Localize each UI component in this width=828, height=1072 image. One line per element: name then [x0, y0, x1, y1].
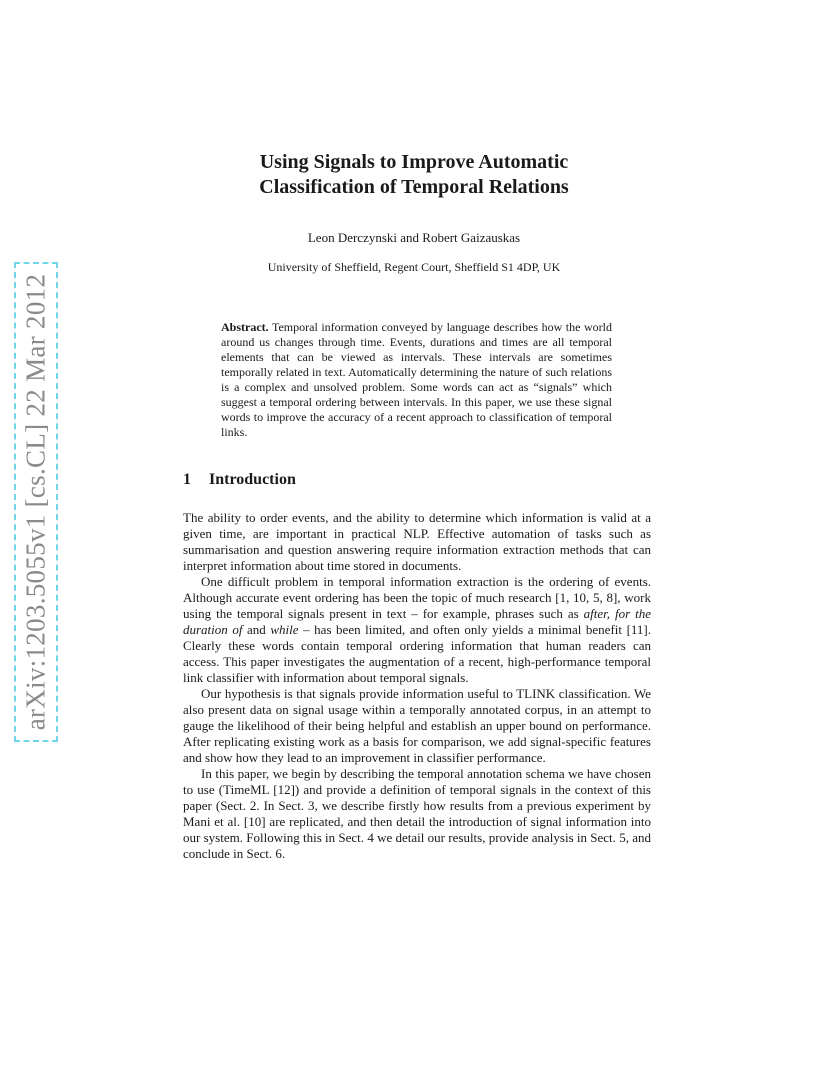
authors: Leon Derczynski and Robert Gaizauskas — [307, 230, 521, 245]
abstract-label: Abstract. — [221, 320, 269, 334]
paragraph-3: Our hypothesis is that signals provide information useful to TLINK classification. We also present data on signal usage within a temporally annotated corpus, in an attempt to gauge the likelihood of their being helpful and establish an upper bound on performance. After replicating existing work as a basis for comparison, we add signal-specific features and show how they lead to an improvement in classifier performance. — [183, 686, 651, 765]
paragraph-2-a: One difficult problem in temporal information extraction is the ordering of events. Although accurate event ordering has been the topic of much research [1, 10, 5, 8], work using the temporal signals present in text – for example, phrases such as — [183, 574, 651, 621]
abstract — [221, 320, 612, 440]
paragraph-2 — [183, 574, 651, 686]
affiliation: University of Sheffield, Regent Court, Sheffield S1 4DP, UK — [267, 260, 561, 274]
paper-title — [160, 150, 668, 200]
section-number: 1 — [183, 471, 191, 488]
title-line-1: Using Signals to Improve Automatic — [259, 151, 569, 173]
title-line-2: Classification of Temporal Relations — [259, 176, 569, 198]
paragraph-4: In this paper, we begin by describing the temporal annotation schema we have chosen to use (TimeML [12]) and provide a definition of temporal signals in the context of this paper (Sect. 2. In Sect. 3, we describe firstly how results from a previous experiment by Mani et al. [10] are replicated, and then detail the introduction of signal information into our system. Following this in Sect. 4 we detail our results, provide analysis in Sect. 5, and conclude in Sect. 6. — [183, 766, 651, 861]
arxiv-stamp-text: arXiv:1203.5055v1 [cs.CL] 22 Mar 2012 — [20, 273, 51, 731]
section-heading — [183, 471, 296, 489]
arxiv-stamp — [14, 262, 58, 742]
paragraph-1: The ability to order events, and the ability to determine which information is valid at a given time, are important in practical NLP. Effective automation of tasks such as summarisation and question answering require information extraction methods that can interpret information about time stored in documents. — [183, 510, 651, 573]
body-text — [183, 510, 651, 862]
paragraph-2-c: – has been limited, and often only yields a minimal benefit [11]. Clearly these words contain temporal ordering information that human readers can access. This paper investigates the augmentation of a recent, high-performance temporal link classifier with information about temporal signals. — [183, 622, 651, 685]
paragraph-2-em-1: after, for the duration of — [183, 606, 652, 637]
section-title: Introduction — [209, 471, 296, 488]
paragraph-2-b: and — [242, 622, 271, 637]
paragraph-2-em-2: while — [270, 622, 299, 637]
abstract-text: Temporal information conveyed by language describes how the world around us changes through time. Events, durations and times are all temporal elements that can be viewed as intervals. These intervals are sometimes temporally related in text. Automatically determining the nature of such relations is a complex and unsolved problem. Some words can act as “signals” which suggest a temporal ordering between intervals. In this paper, we use these signal words to improve the accuracy of a recent approach to classification of temporal links. — [221, 320, 612, 439]
